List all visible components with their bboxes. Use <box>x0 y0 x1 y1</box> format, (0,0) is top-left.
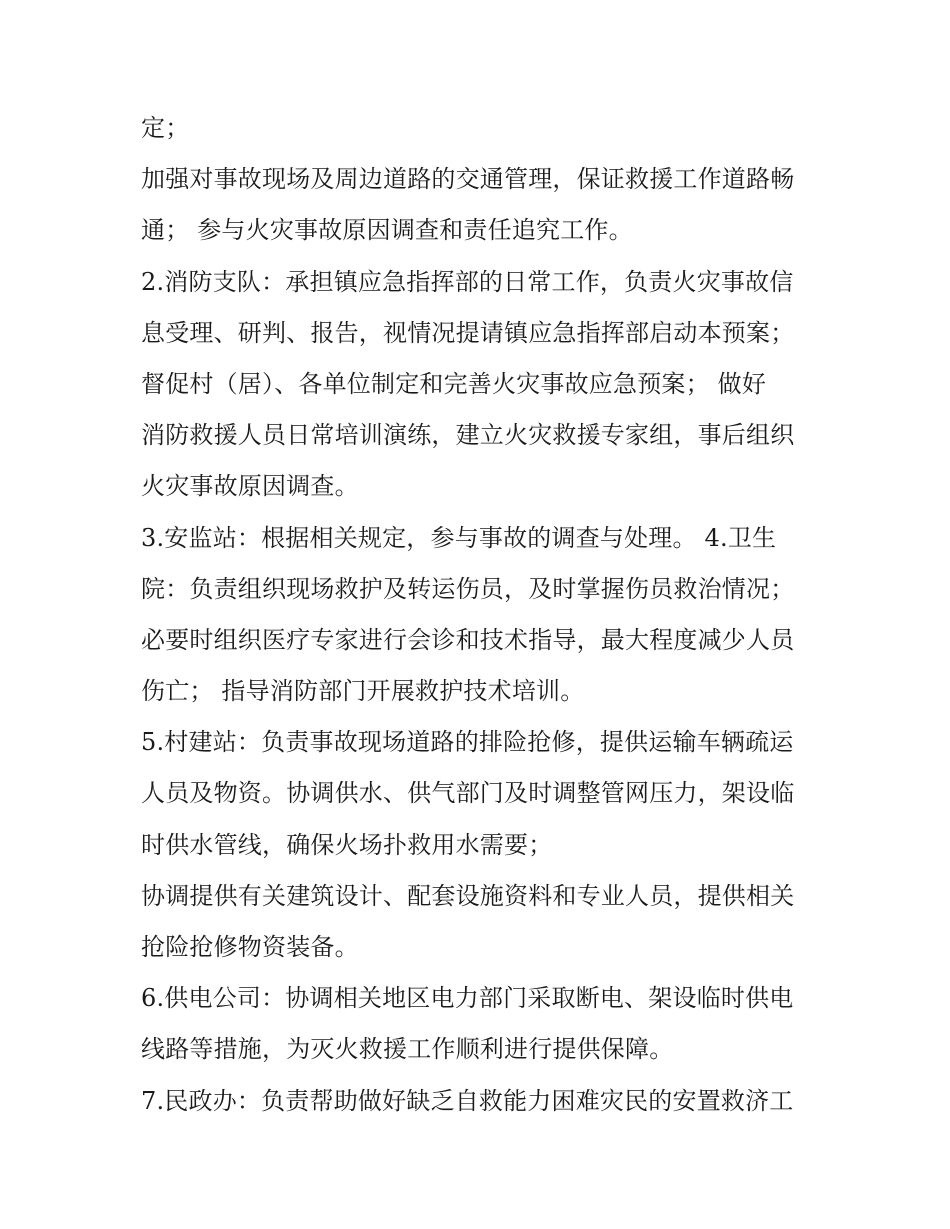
text-line: 督促村（居）、各单位制定和完善火灾事故应急预案； 做好 <box>141 369 767 398</box>
text-line: 线路等措施，为灭火救援工作顺利进行提供保障。 <box>141 1035 674 1064</box>
text-line: 通； 参与火灾事故原因调查和责任追究工作。 <box>141 216 633 245</box>
text-line: 定； <box>141 114 190 142</box>
text-line: 伤亡； 指导消防部门开展救护技术培训。 <box>141 677 585 706</box>
text-line: 5.村建站：负责事故现场道路的排险抢修，提供运输车辆疏运 <box>141 728 794 757</box>
text-line: 3.安监站：根据相关规定，参与事故的调查与处理。 4.卫生 <box>141 523 777 552</box>
text-line: 协调提供有关建筑设计、配套设施资料和专业人员，提供相关 <box>141 881 795 910</box>
text-line: 时供水管线，确保火场扑救用水需要； <box>141 830 553 859</box>
text-line: 息受理、研判、报告，视情况提请镇应急指挥部启动本预案； <box>141 318 795 347</box>
text-line: 抢险抢修物资装备。 <box>141 933 359 961</box>
text-line: 加强对事故现场及周边道路的交通管理，保证救援工作道路畅 <box>141 165 795 194</box>
text-line: 消防救援人员日常培训演练，建立火灾救援专家组，事后组织 <box>141 421 795 450</box>
text-line: 院：负责组织现场救护及转运伤员，及时掌握伤员救治情况； <box>141 574 795 603</box>
text-line: 6.供电公司：协调相关地区电力部门采取断电、架设临时供电 <box>141 984 794 1013</box>
text-line: 人员及物资。协调供水、供气部门及时调整管网压力，架设临 <box>141 779 795 808</box>
text-line: 火灾事故原因调查。 <box>141 472 359 501</box>
text-line: 必要时组织医疗专家进行会诊和技术指导，最大程度减少人员 <box>141 625 795 654</box>
text-line: 2.消防支队：承担镇应急指挥部的日常工作，负责火灾事故信 <box>141 267 794 296</box>
text-line: 7.民政办：负责帮助做好缺乏自救能力困难灾民的安置救济工 <box>141 1086 794 1115</box>
document-body <box>141 108 831 1132</box>
